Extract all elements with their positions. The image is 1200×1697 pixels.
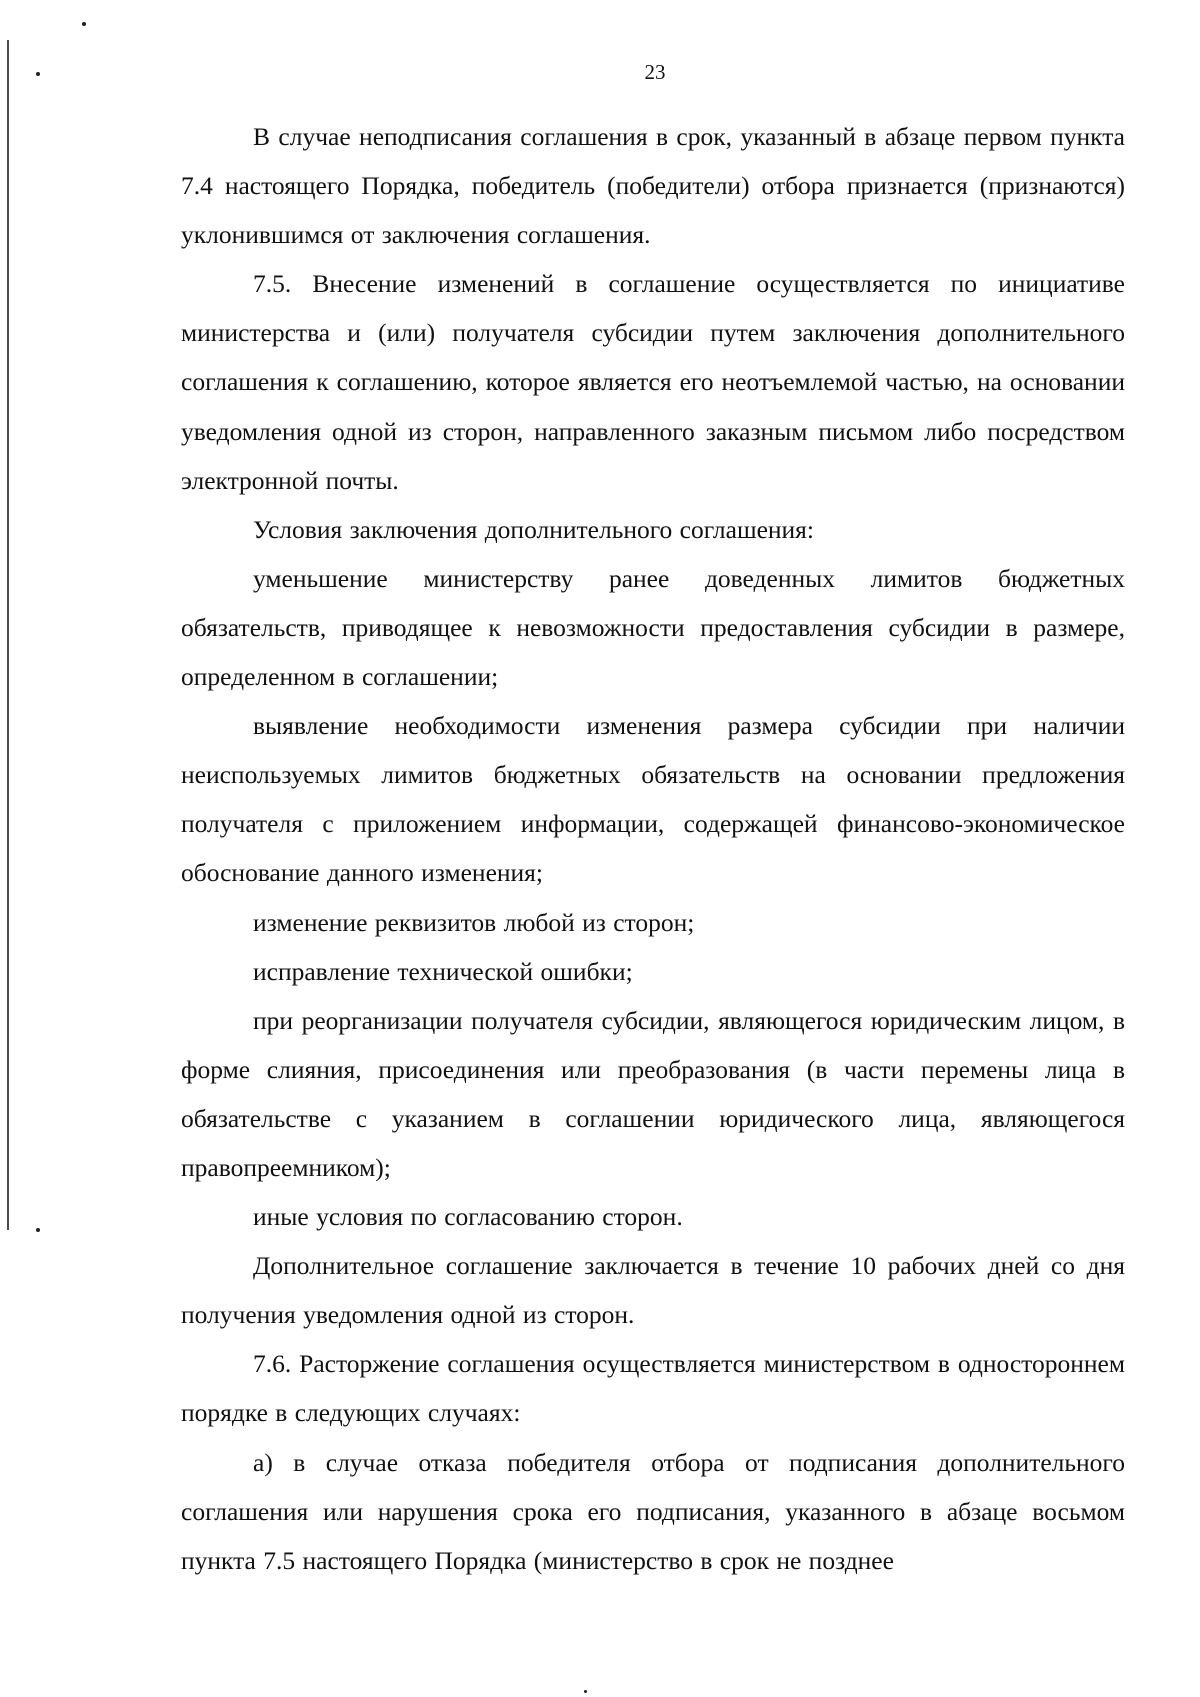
paragraph: Условия заключения дополнительного соглашения:	[253, 514, 814, 544]
scan-speck	[82, 22, 86, 26]
paragraph: 7.5. Внесение изменений в соглашение осуществляется по инициативе министерства и (или) получателя субсидии путем заключения дополнительного соглашения к соглашению, которое является его неотъемлемой частью, на основании уведомления одной из сторон, направленного заказным письмом либо посредством электронной почты.	[181, 269, 1125, 495]
page-number: 23	[644, 60, 666, 84]
paragraph: а) в случае отказа победителя отбора от подписания дополнительного соглашения или нарушения срока его подписания, указанного в абзаце восьмом пункта 7.5 настоящего Порядка (министерство в срок не позднее	[181, 1447, 1125, 1575]
paragraph: иные условия по согласованию сторон.	[253, 1202, 683, 1232]
paragraph: В случае неподписания соглашения в срок, указанный в абзаце первом пункта 7.4 настоящего Порядка, победитель (победители) отбора признается (признаются) уклонившимся от заключения соглашения.	[181, 122, 1125, 250]
paragraph: Дополнительное соглашение заключается в течение 10 рабочих дней со дня получения уведомления одной из сторон.	[181, 1251, 1125, 1330]
paragraph: выявление необходимости изменения размера субсидии при наличии неиспользуемых лимитов бюджетных обязательств на основании предложения получателя с приложением информации, содержащей финансово-экономическое обоснование данного изменения;	[181, 711, 1125, 888]
scan-speck	[36, 1228, 40, 1232]
scan-edge-line	[7, 40, 9, 1230]
scan-speck	[584, 1690, 587, 1693]
paragraph: исправление технической ошибки;	[253, 956, 633, 986]
paragraph: уменьшение министерству ранее доведенных лимитов бюджетных обязательств, приводящее к невозможности предоставления субсидии в размере, определенном в соглашении;	[181, 563, 1125, 692]
paragraph: изменение реквизитов любой из сторон;	[253, 907, 695, 937]
paragraph: 7.6. Расторжение соглашения осуществляется министерством в одностороннем порядке в следующих случаях:	[181, 1349, 1125, 1428]
paragraph: при реорганизации получателя субсидии, являющегося юридическим лицом, в форме слияния, присоединения или преобразования (в части перемены лица в обязательстве с указанием в соглашении юридического лица, являющегося правопреемником);	[181, 1005, 1125, 1182]
document-body	[181, 112, 1125, 1585]
